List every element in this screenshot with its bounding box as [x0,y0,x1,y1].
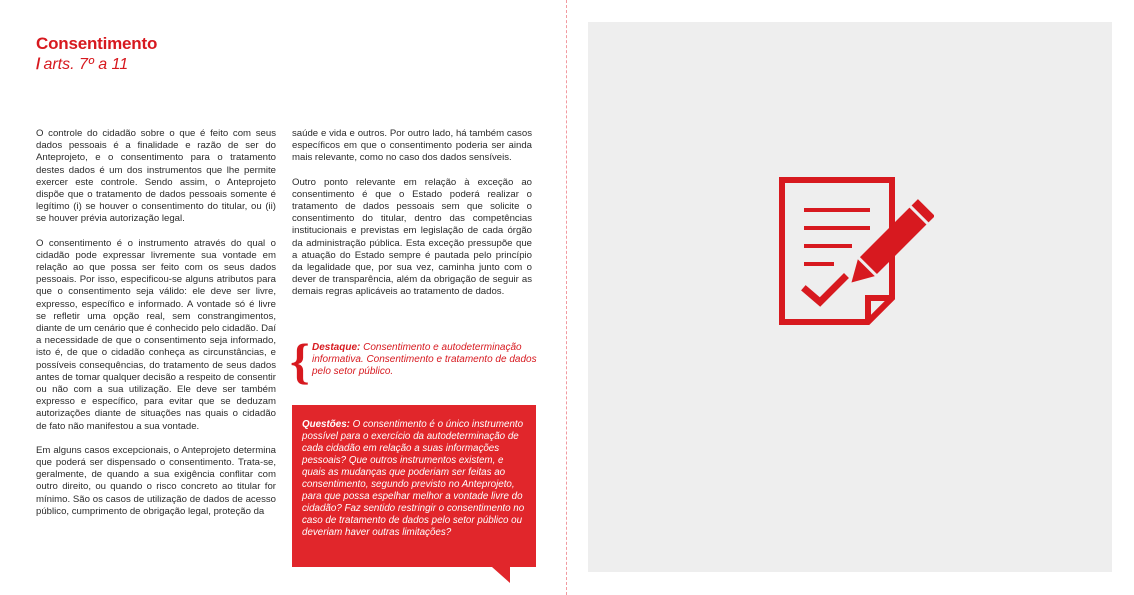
paragraph: Em alguns casos excepcionais, o Anteprojeto determina que poderá ser dispensado o consentimento. Trata-se, geralmente, de quando a sua exigência conflitar com outro direito, ou quando o risco concreto ao titular for mínimo. São os casos de utilização de dados de acesso público, cumprimento de obrigação legal, proteção da [36,444,276,517]
paragraph: O consentimento é o instrumento através do qual o cidadão pode expressar livremente sua vontade em relação ao que possa ser feito com os seus dados pessoais. Por isso, especificou-se alguns atributos para que o consentimento seja válido: ele deve ser livre, expresso, específico e informado. A vontade só é livre se refletir uma opção real, sem constrangimentos, diante de um cenário que é conhecido pelo cidadão. Daí a necessidade de que o consentimento seja informado, isto é, de que o cidadão conheça as circunstâncias, e possíveis consequências, do tratamento de seus dados antes de tomar qualquer decisão a respeito de consentir ou não com a sua utilização. Ele deve ser também expresso e específico, para evitar que se deduzam autorizações diante de situações nas quais o cidadão de fato não manifestou a sua vontade. [36,237,277,432]
text-column-left [36,128,276,530]
paragraph: saúde e vida e outros. Por outro lado, há também casos específicos em que o consentimento poderia ser ainda mais relevante, como no caso dos dados sensíveis. [292,128,532,164]
curly-brace-icon: { [290,333,310,389]
questions-text [302,419,528,539]
highlight-box [290,333,537,390]
questions-box [292,405,536,567]
document-with-pencil-checkmark-icon [774,172,934,332]
text-column-right [292,128,532,311]
paragraph: O controle do cidadão sobre o que é feito com seus dados pessoais é a finalidade e razão de ser do Anteprojeto, e o consentimento para o tratamento destes dados é um dos instrumentos que lhe permite exercer este controle. Sendo assim, o Anteprojeto dispõe que o tratamento de dados pessoais somente é legítimo (i) se houver o consentimento do titular, ou (ii) se houver prévia autorização legal. [36,128,276,225]
highlight-label: Destaque: [312,342,361,353]
speech-bubble-tail [492,567,510,583]
subtitle-slash: / [36,56,41,73]
questions-label: Questões: [302,419,350,430]
illustration-panel [588,22,1112,572]
section-subtitle [36,56,128,74]
page-divider [566,0,567,595]
highlight-text [312,342,537,378]
paragraph: Outro ponto relevante em relação à exceção ao consentimento é que o Estado poderá realizar o tratamento de dados pessoais sem que solicite o consentimento do titular, dentro das competências institucionais e previstas em legislação de cada órgão da administração pública. Esta exceção pressupõe que a atuação do Estado sempre é pautada pelo princípio da legalidade que, por sua vez, caminha junto com o dever de transparência, além da obrigação de seguir as demais regras aplicáveis ao tratamento de dados. [292,176,532,298]
subtitle-text: arts. 7º a 11 [43,56,129,73]
questions-body: O consentimento é o único instrumento possível para o exercício da autodeterminação de cada cidadão em relação a suas informações pessoais? Que outros instrumentos existem, e quais as mudanças que poderiam ser feitas ao consentimento, segundo previsto no Anteprojeto, para que possa espelhar melhor a vontade livre do cidadão? Faz sentido restringir o consentimento no caso de tratamento de dados pelo setor público ou deveriam haver outras limitações? [302,419,525,538]
section-title: Consentimento [36,34,158,53]
highlight-body: Consentimento e autodeterminação informativa. Consentimento e tratamento de dados pelo setor público. [312,342,537,377]
